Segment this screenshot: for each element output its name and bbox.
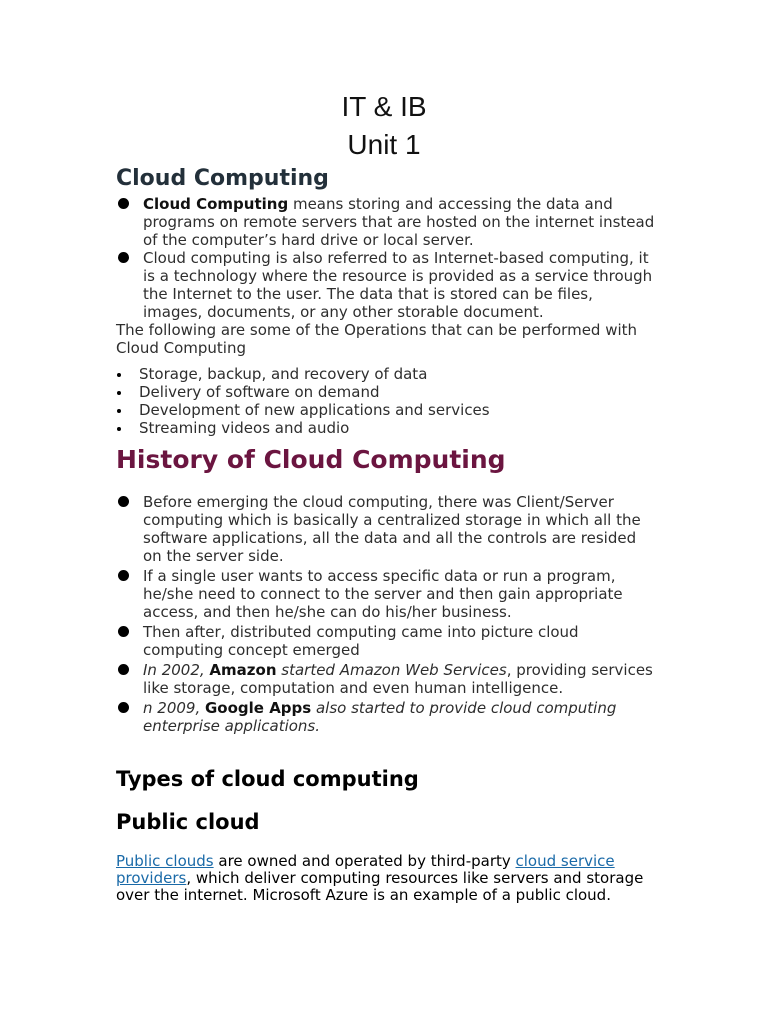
- operations-list: [116, 365, 656, 437]
- bullet-text: Cloud computing is also referred to as Internet-based computing, it is a technology where the resource is provided as a service through the Internet to the user. The data that is stored can be files, images, documents, or any other storable document.: [143, 249, 653, 321]
- title-line-1: IT & IB: [341, 91, 427, 122]
- italic-text: also started to provide cloud computing enterprise applications.: [143, 699, 617, 735]
- italic-text: In 2002,: [143, 661, 210, 679]
- bold-term: Google Apps: [205, 699, 312, 717]
- list-item: [116, 699, 656, 735]
- operation-text: Streaming videos and audio: [139, 419, 350, 437]
- bullet-text: Then after, distributed computing came into picture cloud computing concept emerged: [143, 623, 579, 659]
- paragraph-text: are owned and operated by third-party: [213, 852, 516, 870]
- document-content: [116, 88, 656, 904]
- document-title: [0, 88, 768, 164]
- paragraph-text: , which deliver computing resources like servers and storage over the internet. Microsoft Azure is an example of a public cloud.: [116, 869, 644, 904]
- bullet-dot-icon: [118, 626, 129, 637]
- bullet-text: , providing services like storage, computation and even human intelligence.: [143, 661, 653, 697]
- bullet-dot-icon: [118, 702, 129, 713]
- bullet-text: Before emerging the cloud computing, there was Client/Server computing which is basically a centralized storage in which all the software applications, all the data and all the controls are resided on the server side.: [143, 493, 641, 565]
- list-item: [116, 249, 656, 321]
- bullet-dot-icon: [117, 391, 121, 395]
- history-list: [116, 493, 656, 735]
- heading-types: Types of cloud computing: [116, 767, 419, 791]
- list-item: [116, 493, 656, 565]
- bullet-dot-icon: [118, 664, 129, 675]
- list-item: [116, 623, 656, 659]
- heading-cloud-computing: Cloud Computing: [116, 166, 329, 191]
- public-clouds-link[interactable]: Public clouds: [116, 852, 214, 870]
- heading-public-cloud: Public cloud: [116, 810, 260, 834]
- bullet-dot-icon: [118, 496, 129, 507]
- bullet-dot-icon: [118, 198, 129, 209]
- bullet-dot-icon: [118, 570, 129, 581]
- list-item: [116, 383, 656, 401]
- list-item: [116, 365, 656, 383]
- public-cloud-paragraph: [116, 853, 656, 904]
- bullet-dot-icon: [117, 427, 121, 431]
- bullet-dot-icon: [118, 252, 129, 263]
- list-item: [116, 419, 656, 437]
- cloud-definition-list: [116, 195, 656, 321]
- bold-term: Cloud Computing: [143, 195, 289, 213]
- list-item: [116, 401, 656, 419]
- operation-text: Development of new applications and services: [139, 401, 490, 419]
- list-item: [116, 195, 656, 249]
- italic-text: started Amazon Web Services: [276, 661, 507, 679]
- operations-intro: The following are some of the Operations that can be performed with Cloud Computing: [116, 321, 638, 357]
- bullet-dot-icon: [117, 409, 121, 413]
- bold-term: Amazon: [209, 661, 277, 679]
- operation-text: Storage, backup, and recovery of data: [139, 365, 428, 383]
- bullet-text: means storing and accessing the data and programs on remote servers that are hosted on the internet instead of the computer’s hard drive or local server.: [143, 195, 655, 249]
- italic-text: n 2009,: [143, 699, 205, 717]
- heading-history: History of Cloud Computing: [116, 445, 506, 474]
- list-item: [116, 661, 656, 697]
- list-item: [116, 567, 656, 621]
- cloud-service-providers-link[interactable]: cloud service providers: [116, 852, 615, 887]
- bullet-text: If a single user wants to access specific data or run a program, he/she need to connect to the server and then gain appropriate access, and then he/she can do his/her business.: [143, 567, 623, 621]
- title-line-2: Unit 1: [347, 129, 421, 160]
- bullet-dot-icon: [117, 373, 121, 377]
- operation-text: Delivery of software on demand: [139, 383, 380, 401]
